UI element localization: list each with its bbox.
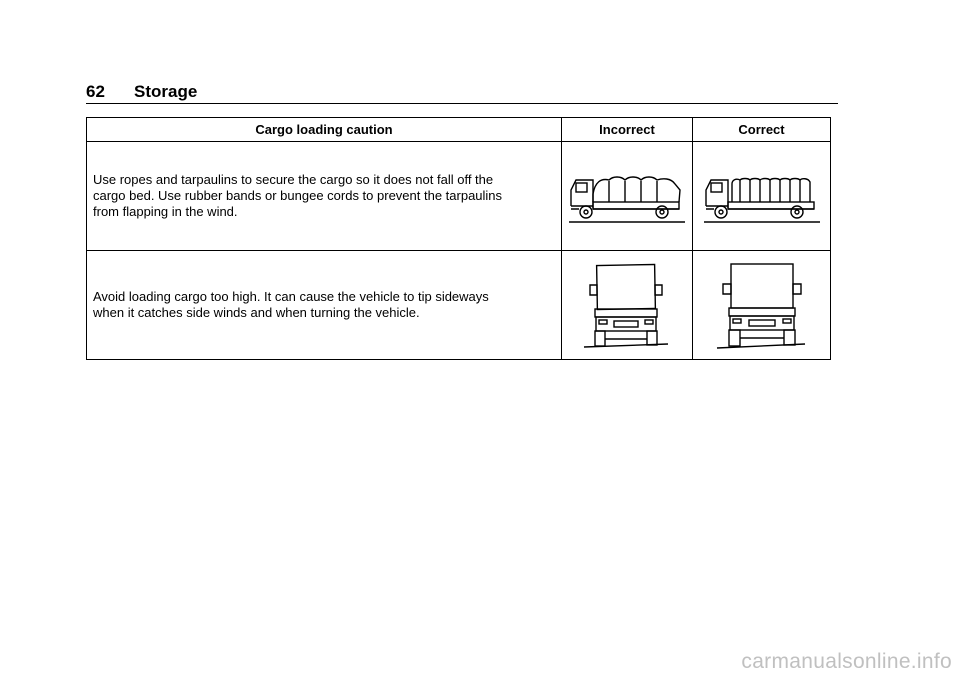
caution-text-line: when it catches side winds and when turning the vehicle. bbox=[93, 305, 420, 320]
watermark: carmanualsonline.info bbox=[741, 650, 952, 673]
truck-rear-tilted-icon bbox=[582, 259, 672, 351]
caution-text-line: from flapping in the wind. bbox=[93, 204, 238, 219]
truck-side-loose-tarp-icon bbox=[567, 164, 687, 228]
column-header-incorrect: Incorrect bbox=[562, 118, 693, 142]
correct-image-cell bbox=[693, 142, 831, 251]
cargo-caution-table bbox=[86, 117, 831, 360]
incorrect-image-cell bbox=[562, 251, 693, 360]
caution-text-cell bbox=[87, 142, 562, 251]
column-header-correct: Correct bbox=[693, 118, 831, 142]
caution-text-line: cargo bed. Use rubber bands or bungee cords to prevent the tarpaulins bbox=[93, 188, 503, 203]
page-number: 62 bbox=[86, 82, 105, 101]
truck-rear-level-icon bbox=[715, 258, 809, 352]
section-title: Storage bbox=[134, 82, 198, 101]
incorrect-image-cell bbox=[562, 142, 693, 251]
caution-text-line: Use ropes and tarpaulins to secure the cargo so it does not fall off the bbox=[93, 172, 494, 187]
truck-side-secured-tarp-icon bbox=[702, 164, 822, 228]
table-row bbox=[87, 142, 831, 251]
table-row bbox=[87, 251, 831, 360]
correct-image-cell bbox=[693, 251, 831, 360]
page-header bbox=[86, 82, 838, 104]
column-header-caution: Cargo loading caution bbox=[87, 118, 562, 142]
table-header-row bbox=[87, 118, 831, 142]
caution-text-cell bbox=[87, 251, 562, 360]
caution-text-line: Avoid loading cargo too high. It can cause the vehicle to tip sideways bbox=[93, 289, 489, 304]
